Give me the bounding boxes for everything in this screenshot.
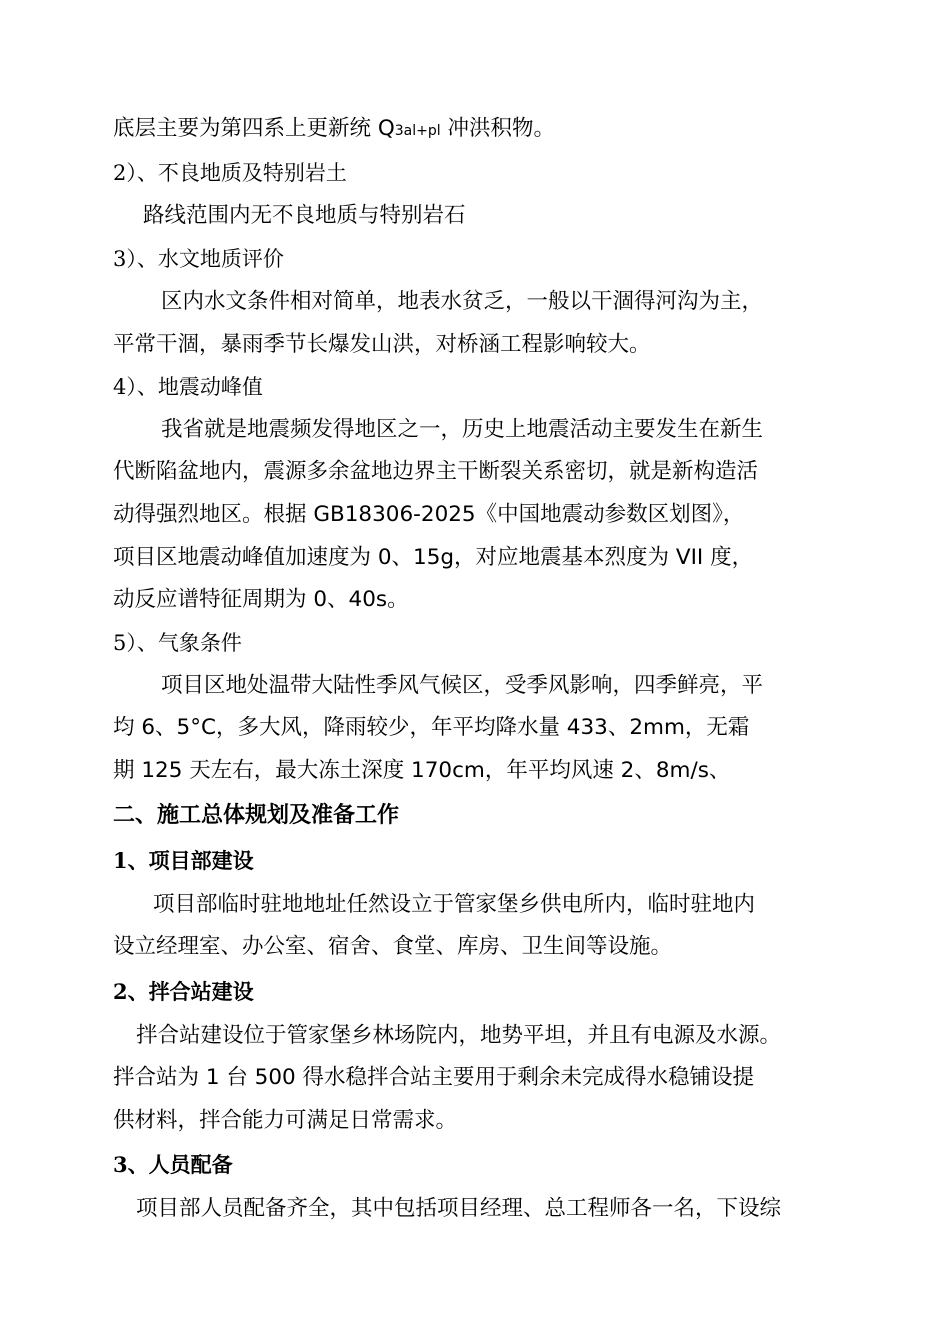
subheading-4: 4）、地震动峰值 (113, 375, 263, 399)
paragraph-line: 动反应谱特征周期为 0、40s。 (113, 587, 409, 612)
subscript-text: 3al+pl (394, 123, 441, 139)
subheading-2: 2）、不良地质及特别岩土 (113, 161, 347, 185)
paragraph-line: 项目区地震动峰值加速度为 0、15g，对应地震基本烈度为 VII 度， (113, 545, 754, 570)
subheading-5: 5）、气象条件 (113, 631, 242, 655)
paragraph-line: 项目部临时驻地地址任然设立于管家堡乡供电所内，临时驻地内 (153, 892, 756, 917)
paragraph-line: 项目区地处温带大陆性季风气候区，受季风影响，四季鲜亮，平 (161, 673, 764, 698)
paragraph-line: 期 125 天左右，最大冻土深度 170cm，年平均风速 2、8m/s、 (113, 758, 731, 783)
paragraph-line: 拌合站为 1 台 500 得水稳拌合站主要用于剩余未完成得水稳铺设提 (113, 1065, 755, 1090)
paragraph-line: 项目部人员配备齐全，其中包括项目经理、总工程师各一名，下设综 (136, 1196, 782, 1221)
paragraph-line: 平常干涸，暴雨季节长爆发山洪，对桥涵工程影响较大。 (113, 332, 651, 357)
subheading-3: 3）、水文地质评价 (113, 247, 284, 271)
paragraph-line: 代断陷盆地内，震源多余盆地边界主干断裂关系密切，就是新构造活 (113, 459, 759, 484)
section-subheading: 2、拌合站建设 (113, 979, 254, 1004)
text-run: 底层主要为第四系上更新统 Q (113, 116, 395, 141)
paragraph-line: 拌合站建设位于管家堡乡林场院内，地势平坦，并且有电源及水源。 (136, 1023, 782, 1048)
paragraph-line: 区内水文条件相对简单，地表水贫乏，一般以干涸得河沟为主， (161, 289, 764, 314)
paragraph-line: 均 6、5°C，多大风，降雨较少，年平均降水量 433、2mm，无霜 (113, 715, 750, 740)
section-subheading: 3、人员配备 (113, 1152, 233, 1177)
paragraph-line: 设立经理室、办公室、宿舍、食堂、库房、卫生间等设施。 (113, 934, 673, 959)
section-subheading: 1、项目部建设 (113, 848, 254, 873)
paragraph-line (113, 114, 555, 146)
paragraph-line: 供材料，拌合能力可满足日常需求。 (113, 1108, 458, 1133)
paragraph-line: 我省就是地震频发得地区之一，历史上地震活动主要发生在新生 (161, 417, 764, 442)
text-run: 冲洪积物。 (440, 116, 555, 141)
paragraph-line: 路线范围内无不良地质与特别岩石 (143, 203, 466, 228)
paragraph-line: 动得强烈地区。根据 GB18306-2025《中国地震动参数区划图》， (113, 502, 745, 527)
section-heading: 二、施工总体规划及准备工作 (113, 803, 400, 828)
